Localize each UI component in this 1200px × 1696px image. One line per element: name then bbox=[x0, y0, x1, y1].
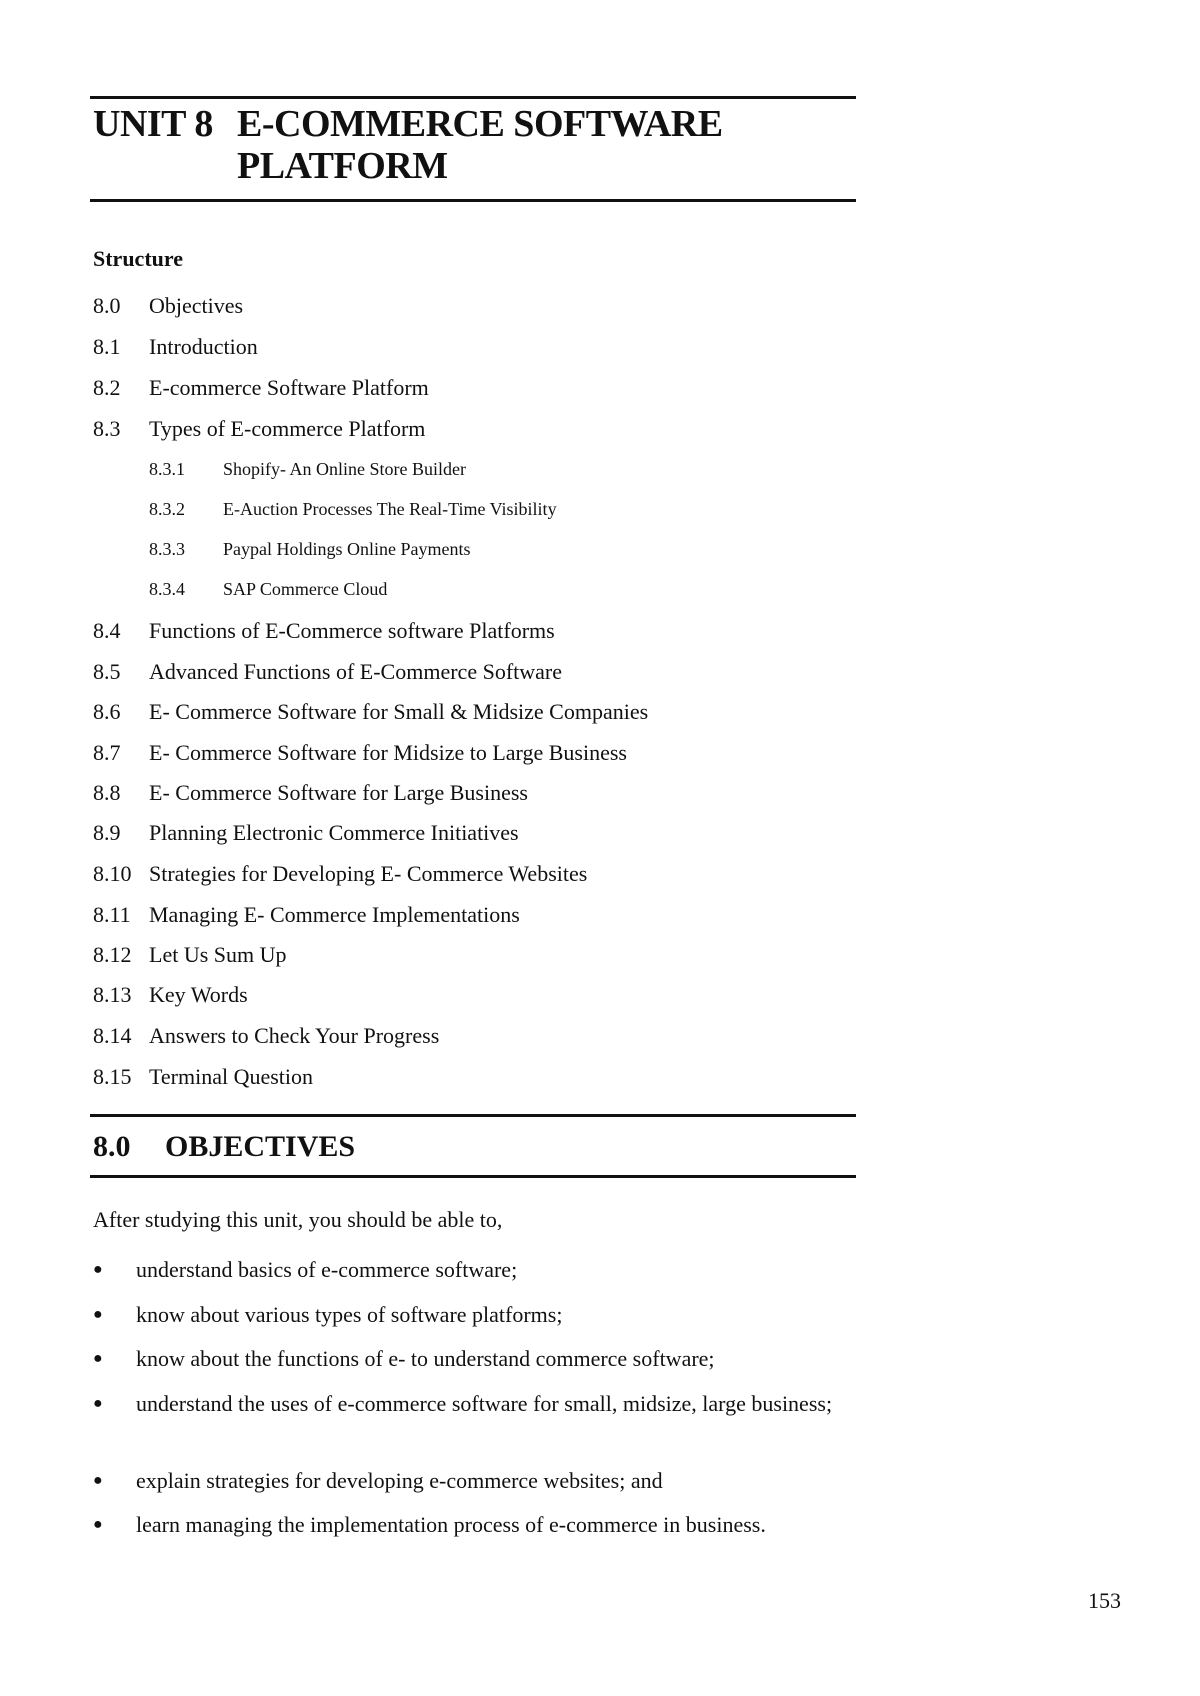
title-top-rule bbox=[90, 96, 856, 99]
structure-item-title: E- Commerce Software for Midsize to Large Business bbox=[149, 740, 627, 765]
bullet-icon: ● bbox=[93, 1395, 103, 1412]
structure-item-title: Paypal Holdings Online Payments bbox=[223, 539, 471, 559]
structure-item-title: Functions of E-Commerce software Platforms bbox=[149, 618, 555, 643]
objective-item bbox=[93, 1254, 853, 1286]
structure-item-number: 8.1 bbox=[93, 334, 121, 359]
objectives-intro: After studying this unit, you should be able to, bbox=[93, 1207, 503, 1232]
objectives-section-number: 8.0 bbox=[93, 1130, 131, 1163]
structure-item-number: 8.13 bbox=[93, 982, 132, 1007]
bullet-icon: ● bbox=[93, 1516, 103, 1533]
structure-item-number: 8.8 bbox=[93, 780, 121, 805]
bullet-icon: ● bbox=[93, 1261, 103, 1278]
structure-item-title: E- Commerce Software for Large Business bbox=[149, 780, 528, 805]
objective-text: learn managing the implementation process of e-commerce in business. bbox=[136, 1512, 766, 1537]
objectives-bottom-rule bbox=[90, 1175, 856, 1178]
structure-item-title: Strategies for Developing E- Commerce Websites bbox=[149, 861, 588, 886]
objective-item bbox=[93, 1299, 853, 1331]
page-number: 153 bbox=[1088, 1588, 1121, 1613]
objectives-top-rule bbox=[90, 1114, 856, 1117]
structure-heading: Structure bbox=[93, 246, 184, 271]
structure-item-title: E-Auction Processes The Real-Time Visibility bbox=[223, 499, 557, 519]
structure-item-number: 8.0 bbox=[93, 293, 121, 318]
structure-item-title: Key Words bbox=[149, 982, 248, 1007]
structure-item-number: 8.14 bbox=[93, 1023, 132, 1048]
structure-item-title: Planning Electronic Commerce Initiatives bbox=[149, 820, 519, 845]
objective-item bbox=[93, 1388, 853, 1420]
objective-item bbox=[93, 1343, 853, 1375]
structure-item-title: Introduction bbox=[149, 334, 258, 359]
structure-item-number: 8.11 bbox=[93, 902, 131, 927]
structure-item-number: 8.5 bbox=[93, 659, 121, 684]
unit-number: UNIT 8 bbox=[93, 103, 213, 145]
structure-item-title: Terminal Question bbox=[149, 1064, 314, 1089]
structure-item-number: 8.9 bbox=[93, 820, 121, 845]
structure-item-title: Advanced Functions of E-Commerce Software bbox=[149, 659, 562, 684]
unit-title-line2: PLATFORM bbox=[237, 145, 448, 187]
structure-item-number: 8.3.3 bbox=[149, 539, 185, 559]
objective-text: explain strategies for developing e-commerce websites; and bbox=[136, 1468, 663, 1493]
structure-item-title: Managing E- Commerce Implementations bbox=[149, 902, 520, 927]
objective-text: understand basics of e-commerce software; bbox=[136, 1257, 518, 1282]
objective-text: know about various types of software platforms; bbox=[136, 1302, 563, 1327]
objective-item bbox=[93, 1465, 853, 1497]
bullet-icon: ● bbox=[93, 1350, 103, 1367]
structure-item-number: 8.12 bbox=[93, 942, 132, 967]
objective-item bbox=[93, 1509, 853, 1541]
bullet-icon: ● bbox=[93, 1306, 103, 1323]
bullet-icon: ● bbox=[93, 1472, 103, 1489]
structure-item-title: Objectives bbox=[149, 293, 244, 318]
objectives-section-title: OBJECTIVES bbox=[165, 1130, 356, 1163]
structure-item-title: Types of E-commerce Platform bbox=[149, 416, 426, 441]
structure-item-title: Let Us Sum Up bbox=[149, 942, 287, 967]
structure-item-number: 8.3 bbox=[93, 416, 121, 441]
unit-title-line1: E-COMMERCE SOFTWARE bbox=[237, 103, 723, 145]
structure-item-number: 8.6 bbox=[93, 699, 121, 724]
structure-item-number: 8.10 bbox=[93, 861, 132, 886]
title-bottom-rule bbox=[90, 199, 856, 202]
structure-item-number: 8.7 bbox=[93, 740, 121, 765]
structure-item-number: 8.4 bbox=[93, 618, 121, 643]
structure-item-title: SAP Commerce Cloud bbox=[223, 579, 388, 599]
structure-item-title: Shopify- An Online Store Builder bbox=[223, 459, 466, 479]
objective-text: understand the uses of e-commerce software for small, midsize, large business; bbox=[136, 1391, 833, 1416]
structure-item-number: 8.3.4 bbox=[149, 579, 185, 599]
structure-item-title: Answers to Check Your Progress bbox=[149, 1023, 440, 1048]
structure-item-number: 8.2 bbox=[93, 375, 121, 400]
structure-item-number: 8.3.2 bbox=[149, 499, 185, 519]
structure-item-number: 8.3.1 bbox=[149, 459, 185, 479]
structure-item-title: E-commerce Software Platform bbox=[149, 375, 429, 400]
objective-text: know about the functions of e- to understand commerce software; bbox=[136, 1346, 715, 1371]
structure-item-number: 8.15 bbox=[93, 1064, 132, 1089]
structure-item-title: E- Commerce Software for Small & Midsize Companies bbox=[149, 699, 649, 724]
